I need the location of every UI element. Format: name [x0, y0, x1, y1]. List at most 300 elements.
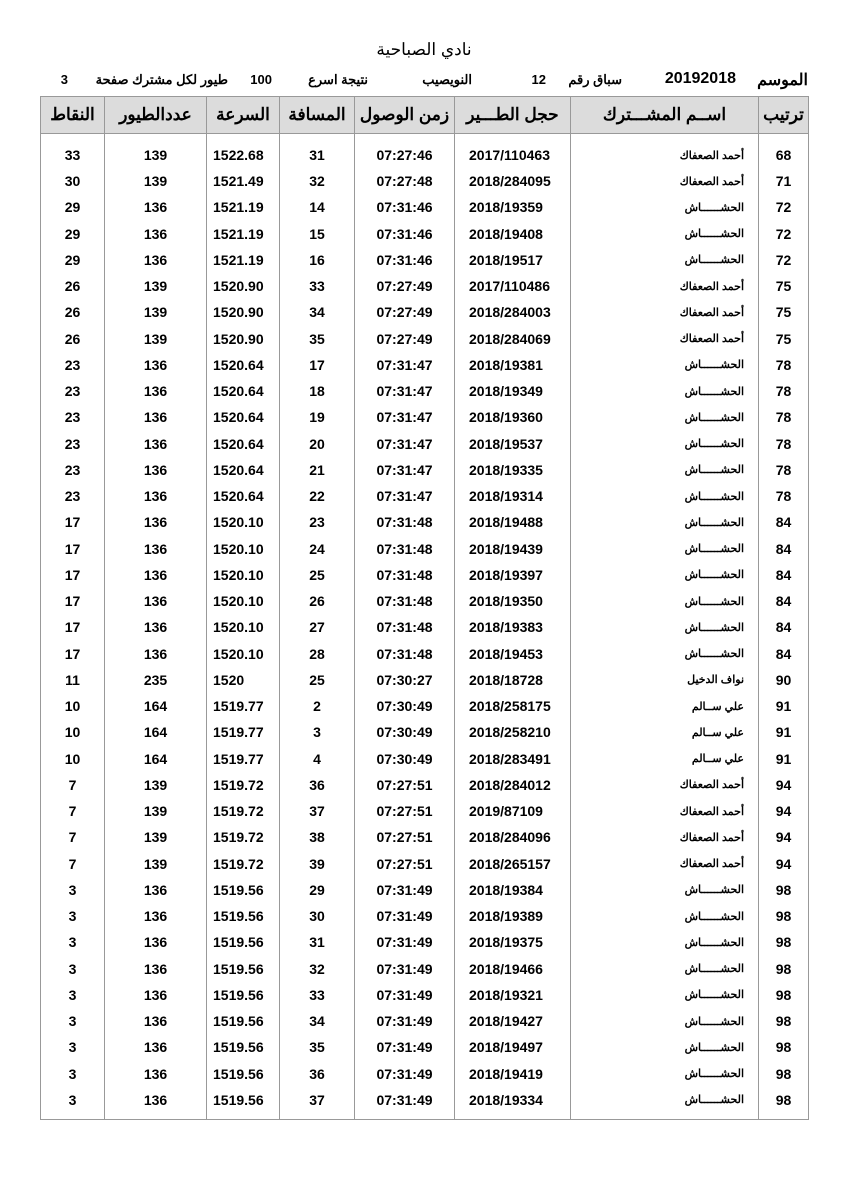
- rank-cell: 84: [759, 614, 809, 640]
- time-cell: 07:31:49: [355, 982, 455, 1008]
- col-owner-header[interactable]: اســم المشـــترك: [571, 97, 759, 134]
- birds-cell: 136: [105, 536, 207, 562]
- ring-cell: 2018/19384: [455, 877, 571, 903]
- owner-cell: الحشــــــاش: [571, 562, 759, 588]
- birds-cell: 136: [105, 431, 207, 457]
- rank-cell: 78: [759, 457, 809, 483]
- table-row: [41, 352, 809, 378]
- birds-cell: 136: [105, 352, 207, 378]
- time-cell: 07:31:47: [355, 378, 455, 404]
- distance-cell: 38: [280, 824, 355, 850]
- time-cell: 07:31:47: [355, 483, 455, 509]
- speed-cell: 1520.64: [207, 457, 280, 483]
- owner-cell: الحشــــــاش: [571, 483, 759, 509]
- time-cell: 07:31:48: [355, 562, 455, 588]
- ring-cell: 2018/19497: [455, 1034, 571, 1060]
- result-value: 100: [250, 72, 272, 87]
- distance-cell: 3: [280, 719, 355, 745]
- points-cell: 26: [41, 273, 105, 299]
- time-cell: 07:31:47: [355, 352, 455, 378]
- distance-cell: 25: [280, 562, 355, 588]
- birds-cell: 139: [105, 273, 207, 299]
- speed-cell: 1521.49: [207, 168, 280, 194]
- owner-cell: الحشــــــاش: [571, 221, 759, 247]
- table-header-row: [41, 97, 809, 134]
- points-cell: 17: [41, 509, 105, 535]
- table-row: [41, 378, 809, 404]
- page-value: 3: [60, 72, 68, 87]
- owner-cell: الحشــــــاش: [571, 929, 759, 955]
- distance-cell: 33: [280, 982, 355, 1008]
- ring-cell: 2018/284095: [455, 168, 571, 194]
- table-row: [41, 746, 809, 772]
- speed-cell: 1520.64: [207, 352, 280, 378]
- time-cell: 07:27:51: [355, 772, 455, 798]
- speed-cell: 1519.72: [207, 798, 280, 824]
- time-cell: 07:30:49: [355, 746, 455, 772]
- points-cell: 3: [41, 982, 105, 1008]
- distance-cell: 15: [280, 221, 355, 247]
- points-cell: 3: [41, 903, 105, 929]
- owner-cell: أحمد الصعفاك: [571, 772, 759, 798]
- ring-cell: 2018/19359: [455, 194, 571, 220]
- birds-cell: 136: [105, 509, 207, 535]
- points-cell: 3: [41, 1087, 105, 1120]
- owner-cell: الحشــــــاش: [571, 982, 759, 1008]
- birds-cell: 139: [105, 326, 207, 352]
- owner-cell: علي ســالم: [571, 746, 759, 772]
- points-cell: 3: [41, 929, 105, 955]
- birds-cell: 235: [105, 667, 207, 693]
- ring-cell: 2019/87109: [455, 798, 571, 824]
- owner-cell: الحشــــــاش: [571, 352, 759, 378]
- table-row: [41, 614, 809, 640]
- points-cell: 3: [41, 1061, 105, 1087]
- distance-cell: 37: [280, 1087, 355, 1120]
- ring-cell: 2018/19350: [455, 588, 571, 614]
- table-row: [41, 903, 809, 929]
- rank-cell: 84: [759, 641, 809, 667]
- owner-cell: أحمد الصعفاك: [571, 326, 759, 352]
- points-cell: 30: [41, 168, 105, 194]
- birds-cell: 136: [105, 641, 207, 667]
- speed-cell: 1520.90: [207, 299, 280, 325]
- birds-cell: 136: [105, 956, 207, 982]
- speed-cell: 1520.10: [207, 588, 280, 614]
- rank-cell: 72: [759, 221, 809, 247]
- points-cell: 10: [41, 693, 105, 719]
- ring-cell: 2018/19466: [455, 956, 571, 982]
- owner-cell: الحشــــــاش: [571, 1034, 759, 1060]
- points-cell: 3: [41, 877, 105, 903]
- season-value: 20192018: [664, 70, 736, 87]
- ring-cell: 2018/284012: [455, 772, 571, 798]
- birds-cell: 136: [105, 877, 207, 903]
- points-cell: 7: [41, 851, 105, 877]
- distance-cell: 18: [280, 378, 355, 404]
- race-name: النويصيب: [422, 72, 472, 87]
- time-cell: 07:31:46: [355, 194, 455, 220]
- rank-cell: 98: [759, 903, 809, 929]
- col-distance-header[interactable]: المسافة: [280, 97, 355, 134]
- speed-cell: 1519.56: [207, 1008, 280, 1034]
- distance-cell: 32: [280, 956, 355, 982]
- rank-cell: 84: [759, 509, 809, 535]
- points-cell: 33: [41, 134, 105, 169]
- owner-cell: علي ســالم: [571, 693, 759, 719]
- points-cell: 23: [41, 457, 105, 483]
- owner-cell: أحمد الصعفاك: [571, 168, 759, 194]
- distance-cell: 17: [280, 352, 355, 378]
- points-cell: 17: [41, 536, 105, 562]
- table-row: [41, 851, 809, 877]
- ring-cell: 2018/19321: [455, 982, 571, 1008]
- speed-cell: 1520.10: [207, 562, 280, 588]
- points-cell: 17: [41, 562, 105, 588]
- distance-cell: 23: [280, 509, 355, 535]
- owner-cell: أحمد الصعفاك: [571, 273, 759, 299]
- rank-cell: 78: [759, 483, 809, 509]
- rank-cell: 90: [759, 667, 809, 693]
- birds-cell: 136: [105, 194, 207, 220]
- ring-cell: 2018/283491: [455, 746, 571, 772]
- time-cell: 07:31:48: [355, 536, 455, 562]
- speed-cell: 1520.90: [207, 273, 280, 299]
- time-cell: 07:27:51: [355, 798, 455, 824]
- rank-cell: 84: [759, 536, 809, 562]
- time-cell: 07:27:48: [355, 168, 455, 194]
- speed-cell: 1519.72: [207, 772, 280, 798]
- ring-cell: 2018/19408: [455, 221, 571, 247]
- speed-cell: 1519.56: [207, 1034, 280, 1060]
- ring-cell: 2018/19360: [455, 404, 571, 430]
- distance-cell: 36: [280, 772, 355, 798]
- time-cell: 07:31:49: [355, 929, 455, 955]
- distance-cell: 36: [280, 1061, 355, 1087]
- ring-cell: 2018/19381: [455, 352, 571, 378]
- birds-cell: 136: [105, 614, 207, 640]
- rank-cell: 94: [759, 851, 809, 877]
- col-time-header[interactable]: زمن الوصول: [355, 97, 455, 134]
- ring-cell: 2018/19334: [455, 1087, 571, 1120]
- time-cell: 07:30:49: [355, 719, 455, 745]
- rank-cell: 98: [759, 877, 809, 903]
- time-cell: 07:27:49: [355, 273, 455, 299]
- birds-cell: 136: [105, 483, 207, 509]
- points-cell: 17: [41, 641, 105, 667]
- owner-cell: أحمد الصعفاك: [571, 851, 759, 877]
- owner-cell: أحمد الصعفاك: [571, 798, 759, 824]
- owner-cell: الحشــــــاش: [571, 247, 759, 273]
- rank-cell: 98: [759, 1061, 809, 1087]
- distance-cell: 2: [280, 693, 355, 719]
- ring-cell: 2018/19517: [455, 247, 571, 273]
- rank-cell: 84: [759, 588, 809, 614]
- points-cell: 17: [41, 588, 105, 614]
- rank-cell: 98: [759, 1008, 809, 1034]
- speed-cell: 1519.56: [207, 877, 280, 903]
- speed-cell: 1519.72: [207, 851, 280, 877]
- ring-cell: 2018/19453: [455, 641, 571, 667]
- ring-cell: 2018/19389: [455, 903, 571, 929]
- owner-cell: الحشــــــاش: [571, 1008, 759, 1034]
- owner-cell: الحشــــــاش: [571, 1087, 759, 1120]
- rank-cell: 71: [759, 168, 809, 194]
- speed-cell: 1521.19: [207, 221, 280, 247]
- time-cell: 07:31:49: [355, 1087, 455, 1120]
- birds-cell: 136: [105, 247, 207, 273]
- points-cell: 11: [41, 667, 105, 693]
- points-cell: 26: [41, 299, 105, 325]
- results-table: [40, 96, 809, 1120]
- table-row: [41, 877, 809, 903]
- rank-cell: 98: [759, 956, 809, 982]
- time-cell: 07:31:48: [355, 509, 455, 535]
- speed-cell: 1519.56: [207, 929, 280, 955]
- birds-cell: 136: [105, 562, 207, 588]
- owner-cell: الحشــــــاش: [571, 641, 759, 667]
- speed-cell: 1521.19: [207, 247, 280, 273]
- points-cell: 3: [41, 1034, 105, 1060]
- birds-cell: 139: [105, 168, 207, 194]
- distance-cell: 31: [280, 134, 355, 169]
- table-row: [41, 168, 809, 194]
- time-cell: 07:27:46: [355, 134, 455, 169]
- rank-cell: 98: [759, 1034, 809, 1060]
- owner-cell: الحشــــــاش: [571, 1061, 759, 1087]
- table-row: [41, 588, 809, 614]
- distance-cell: 34: [280, 299, 355, 325]
- rank-cell: 98: [759, 982, 809, 1008]
- points-cell: 17: [41, 614, 105, 640]
- birds-cell: 136: [105, 982, 207, 1008]
- table-row: [41, 299, 809, 325]
- ring-cell: 2018/19335: [455, 457, 571, 483]
- birds-cell: 136: [105, 1008, 207, 1034]
- points-cell: 7: [41, 798, 105, 824]
- owner-cell: الحشــــــاش: [571, 588, 759, 614]
- table-row: [41, 457, 809, 483]
- table-row: [41, 273, 809, 299]
- speed-cell: 1520.64: [207, 378, 280, 404]
- ring-cell: 2018/284096: [455, 824, 571, 850]
- birds-cell: 136: [105, 903, 207, 929]
- speed-cell: 1522.68: [207, 134, 280, 169]
- birds-cell: 139: [105, 851, 207, 877]
- points-cell: 23: [41, 404, 105, 430]
- points-cell: 3: [41, 956, 105, 982]
- speed-cell: 1520.10: [207, 641, 280, 667]
- table-row: [41, 929, 809, 955]
- rank-cell: 94: [759, 798, 809, 824]
- owner-cell: علي ســالم: [571, 719, 759, 745]
- distance-cell: 25: [280, 667, 355, 693]
- distance-cell: 29: [280, 877, 355, 903]
- points-cell: 23: [41, 483, 105, 509]
- table-row: [41, 431, 809, 457]
- ring-cell: 2018/265157: [455, 851, 571, 877]
- col-points-header[interactable]: النقاط: [41, 97, 105, 134]
- speed-cell: 1519.72: [207, 824, 280, 850]
- col-birds-header[interactable]: عددالطيور: [105, 97, 207, 134]
- time-cell: 07:31:49: [355, 903, 455, 929]
- rank-cell: 75: [759, 273, 809, 299]
- time-cell: 07:31:48: [355, 641, 455, 667]
- time-cell: 07:30:49: [355, 693, 455, 719]
- speed-cell: 1520: [207, 667, 280, 693]
- speed-cell: 1521.19: [207, 194, 280, 220]
- distance-cell: 32: [280, 168, 355, 194]
- time-cell: 07:31:46: [355, 221, 455, 247]
- race-info-bar: [40, 72, 808, 94]
- col-rank-header[interactable]: ترتيب: [759, 97, 809, 134]
- table-row: [41, 798, 809, 824]
- table-row: [41, 824, 809, 850]
- speed-cell: 1520.64: [207, 483, 280, 509]
- col-ring-header[interactable]: حجل الطـــير: [455, 97, 571, 134]
- distance-cell: 35: [280, 326, 355, 352]
- table-row: [41, 719, 809, 745]
- time-cell: 07:31:49: [355, 1008, 455, 1034]
- time-cell: 07:31:49: [355, 1034, 455, 1060]
- birds-cell: 136: [105, 221, 207, 247]
- time-cell: 07:31:46: [355, 247, 455, 273]
- table-row: [41, 404, 809, 430]
- rank-cell: 78: [759, 431, 809, 457]
- owner-cell: الحشــــــاش: [571, 956, 759, 982]
- ring-cell: 2018/19537: [455, 431, 571, 457]
- birds-cell: 136: [105, 404, 207, 430]
- distance-cell: 20: [280, 431, 355, 457]
- distance-cell: 30: [280, 903, 355, 929]
- table-row: [41, 536, 809, 562]
- speed-cell: 1519.56: [207, 1087, 280, 1120]
- points-cell: 23: [41, 378, 105, 404]
- speed-cell: 1520.90: [207, 326, 280, 352]
- points-cell: 10: [41, 719, 105, 745]
- table-row: [41, 194, 809, 220]
- ring-cell: 2018/19427: [455, 1008, 571, 1034]
- rank-cell: 72: [759, 247, 809, 273]
- owner-cell: الحشــــــاش: [571, 614, 759, 640]
- rank-cell: 98: [759, 1087, 809, 1120]
- speed-cell: 1520.10: [207, 614, 280, 640]
- speed-cell: 1520.64: [207, 431, 280, 457]
- distance-cell: 34: [280, 1008, 355, 1034]
- owner-cell: الحشــــــاش: [571, 378, 759, 404]
- ring-cell: 2017/110463: [455, 134, 571, 169]
- rank-cell: 75: [759, 326, 809, 352]
- speed-cell: 1520.10: [207, 536, 280, 562]
- rank-cell: 91: [759, 693, 809, 719]
- points-cell: 7: [41, 824, 105, 850]
- table-row: [41, 221, 809, 247]
- birds-cell: 136: [105, 1061, 207, 1087]
- ring-cell: 2018/258210: [455, 719, 571, 745]
- points-cell: 10: [41, 746, 105, 772]
- col-speed-header[interactable]: السرعة: [207, 97, 280, 134]
- result-label: نتيجة اسرع: [308, 72, 368, 87]
- speed-cell: 1520.64: [207, 404, 280, 430]
- owner-cell: الحشــــــاش: [571, 431, 759, 457]
- owner-cell: الحشــــــاش: [571, 194, 759, 220]
- birds-cell: 139: [105, 772, 207, 798]
- points-cell: 23: [41, 431, 105, 457]
- table-row: [41, 667, 809, 693]
- birds-cell: 136: [105, 1034, 207, 1060]
- distance-cell: 37: [280, 798, 355, 824]
- time-cell: 07:27:51: [355, 851, 455, 877]
- owner-cell: أحمد الصعفاك: [571, 134, 759, 169]
- time-cell: 07:27:49: [355, 326, 455, 352]
- table-row: [41, 982, 809, 1008]
- distance-cell: 26: [280, 588, 355, 614]
- birds-cell: 139: [105, 134, 207, 169]
- birds-cell: 164: [105, 746, 207, 772]
- season-label: الموسم: [757, 72, 808, 89]
- points-cell: 29: [41, 247, 105, 273]
- table-row: [41, 956, 809, 982]
- distance-cell: 27: [280, 614, 355, 640]
- rank-cell: 72: [759, 194, 809, 220]
- time-cell: 07:31:47: [355, 457, 455, 483]
- ring-cell: 2018/19488: [455, 509, 571, 535]
- speed-cell: 1519.77: [207, 719, 280, 745]
- points-cell: 26: [41, 326, 105, 352]
- distance-cell: 31: [280, 929, 355, 955]
- speed-cell: 1519.77: [207, 693, 280, 719]
- ring-cell: 2018/19375: [455, 929, 571, 955]
- rank-cell: 68: [759, 134, 809, 169]
- race-value: 12: [531, 72, 546, 87]
- owner-cell: الحشــــــاش: [571, 509, 759, 535]
- owner-cell: الحشــــــاش: [571, 404, 759, 430]
- birds-per-page-label: طيور لكل مشترك صفحة: [95, 72, 228, 87]
- time-cell: 07:30:27: [355, 667, 455, 693]
- rank-cell: 94: [759, 824, 809, 850]
- rank-cell: 91: [759, 746, 809, 772]
- owner-cell: أحمد الصعفاك: [571, 299, 759, 325]
- time-cell: 07:31:49: [355, 877, 455, 903]
- ring-cell: 2018/19314: [455, 483, 571, 509]
- owner-cell: الحشــــــاش: [571, 903, 759, 929]
- birds-cell: 136: [105, 588, 207, 614]
- distance-cell: 35: [280, 1034, 355, 1060]
- table-row: [41, 1008, 809, 1034]
- rank-cell: 98: [759, 929, 809, 955]
- rank-cell: 78: [759, 404, 809, 430]
- birds-cell: 139: [105, 798, 207, 824]
- birds-cell: 136: [105, 457, 207, 483]
- birds-cell: 136: [105, 378, 207, 404]
- ring-cell: 2018/19397: [455, 562, 571, 588]
- distance-cell: 24: [280, 536, 355, 562]
- speed-cell: 1519.56: [207, 903, 280, 929]
- speed-cell: 1519.77: [207, 746, 280, 772]
- distance-cell: 39: [280, 851, 355, 877]
- birds-cell: 139: [105, 824, 207, 850]
- distance-cell: 16: [280, 247, 355, 273]
- ring-cell: 2018/19349: [455, 378, 571, 404]
- table-row: [41, 326, 809, 352]
- table-row: [41, 562, 809, 588]
- race-label: سباق رقم: [568, 72, 622, 87]
- time-cell: 07:31:47: [355, 404, 455, 430]
- ring-cell: 2018/284003: [455, 299, 571, 325]
- distance-cell: 33: [280, 273, 355, 299]
- birds-cell: 164: [105, 693, 207, 719]
- rank-cell: 75: [759, 299, 809, 325]
